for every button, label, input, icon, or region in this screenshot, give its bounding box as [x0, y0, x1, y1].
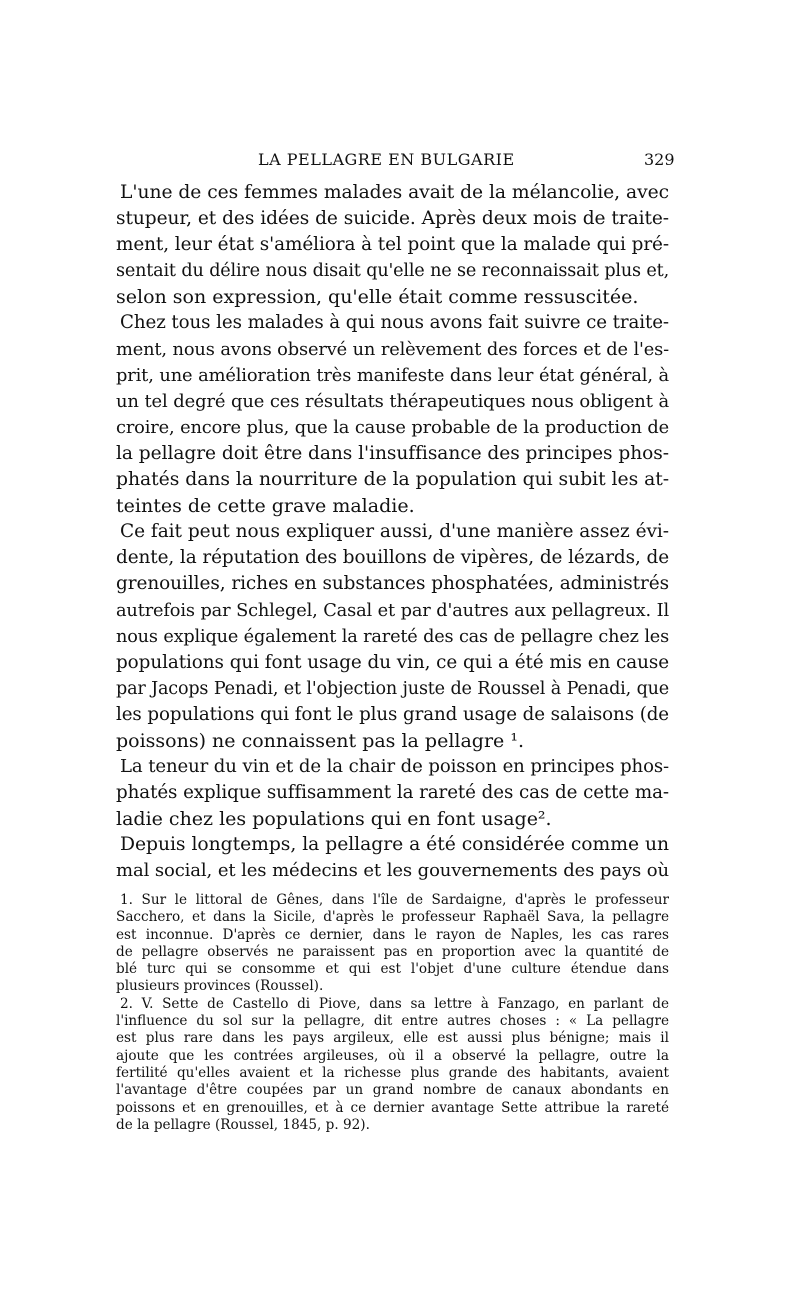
- text-line: Ce fait peut nous expliquer aussi, d'une manière assez évi-: [120, 521, 669, 543]
- footnote-line: plusieurs provinces (Roussel).: [116, 978, 324, 995]
- footnote-line: ajoute que les contrées argileuses, où il a observé la pellagre, outre la: [116, 1047, 669, 1064]
- text-line: un tel degré que ces résultats thérapeutiques nous obligent à: [116, 390, 669, 412]
- text-line: dente, la réputation des bouillons de vipères, de lézards, de: [116, 547, 669, 569]
- text-line: poissons) ne connaissent pas la pellagre ¹.: [116, 729, 524, 752]
- text-line: mal social, et les médecins et les gouvernements des pays où: [116, 860, 669, 882]
- text-line: sentait du délire nous disait qu'elle ne se reconnaissait plus et,: [116, 261, 669, 282]
- footnote-line: l'avantage d'être coupées par un grand nombre de canaux abondants en: [116, 1082, 669, 1099]
- text-line: selon son expression, qu'elle était comme ressuscitée.: [116, 286, 639, 309]
- footnote-line: l'influence du sol sur la pellagre, dit entre autres choses : « La pellagre: [116, 1013, 669, 1030]
- text-line: populations qui font usage du vin, ce qui a été mis en cause: [116, 651, 669, 673]
- paragraph: [116, 832, 669, 884]
- body-text: [116, 180, 669, 885]
- text-line: La teneur du vin et de la chair de poisson en principes phos-: [120, 756, 669, 778]
- text-line: croire, encore plus, que la cause probable de la production de: [116, 416, 669, 438]
- text-line: ment, leur état s'améliora à tel point que la malade qui pré-: [116, 234, 669, 256]
- text-line: autrefois par Schlegel, Casal et par d'autres aux pellagreux. Il: [116, 600, 669, 621]
- footnote: [116, 996, 669, 1134]
- text-line: prit, une amélioration très manifeste dans leur état général, à: [116, 364, 669, 386]
- footnote-line: Sacchero, et dans la Sicile, d'après le professeur Raphaël Sava, la pellagre: [116, 909, 669, 926]
- text-line: ment, nous avons observé un relèvement des forces et de l'es-: [116, 338, 669, 360]
- footnote-line: blé turc qui se consomme et qui est l'objet d'une culture étendue dans: [116, 961, 669, 978]
- text-line: nous explique également la rareté des cas de pellagre chez les: [116, 626, 669, 647]
- footnotes: [116, 892, 669, 1134]
- text-line: la pellagre doit être dans l'insuffisance des principes phos-: [116, 442, 669, 464]
- footnote-line: de pellagre observés ne paraissent pas en proportion avec la quantité de: [116, 943, 669, 960]
- text-line: stupeur, et des idées de suicide. Après deux mois de traite-: [116, 208, 669, 230]
- text-line: les populations qui font le plus grand usage de salaisons (de: [116, 703, 669, 725]
- text-line: grenouilles, riches en substances phosphatées, administrés: [116, 573, 669, 595]
- text-line: phatés dans la nourriture de la population qui subit les at-: [116, 469, 670, 491]
- footnote-line: poissons et en grenouilles, et à ce dernier avantage Sette attribue la rareté: [116, 1099, 669, 1116]
- text-line: Depuis longtemps, la pellagre a été considérée comme un: [120, 834, 669, 856]
- footnote-line: fertilité qu'elles avaient et la richesse plus grande des habitants, avaient: [116, 1064, 669, 1081]
- paragraph: [116, 180, 669, 310]
- paragraph: [116, 754, 669, 832]
- footnote-line: est inconnue. D'après ce dernier, dans le rayon de Naples, les cas rares: [116, 926, 669, 943]
- footnote-line: est plus rare dans les pays argileux, elle est aussi plus bénigne; mais il: [116, 1030, 669, 1047]
- text-line: teintes de cette grave maladie.: [116, 495, 415, 518]
- text-line: phatés explique suffisamment la rareté des cas de cette ma-: [116, 782, 669, 804]
- running-title: LA PELLAGRE EN BULGARIE: [258, 150, 515, 169]
- text-line: par Jacops Penadi, et l'objection juste de Roussel à Penadi, que: [116, 678, 669, 699]
- footnote-line: 2. V. Sette de Castello di Piove, dans sa lettre à Fanzago, en parlant de: [120, 995, 669, 1012]
- paragraph: [116, 519, 669, 754]
- page-number: 329: [644, 150, 675, 169]
- text-line: Chez tous les malades à qui nous avons fait suivre ce traite-: [120, 312, 669, 334]
- text-line: L'une de ces femmes malades avait de la mélancolie, avec: [120, 182, 670, 203]
- footnote-line: 1. Sur le littoral de Gênes, dans l'île de Sardaigne, d'après le professeur: [120, 892, 669, 908]
- footnote: [116, 892, 669, 996]
- paragraph: [116, 310, 669, 519]
- text-line: ladie chez les populations qui en font usage².: [116, 808, 552, 831]
- footnote-line: de la pellagre (Roussel, 1845, p. 92).: [116, 1116, 370, 1133]
